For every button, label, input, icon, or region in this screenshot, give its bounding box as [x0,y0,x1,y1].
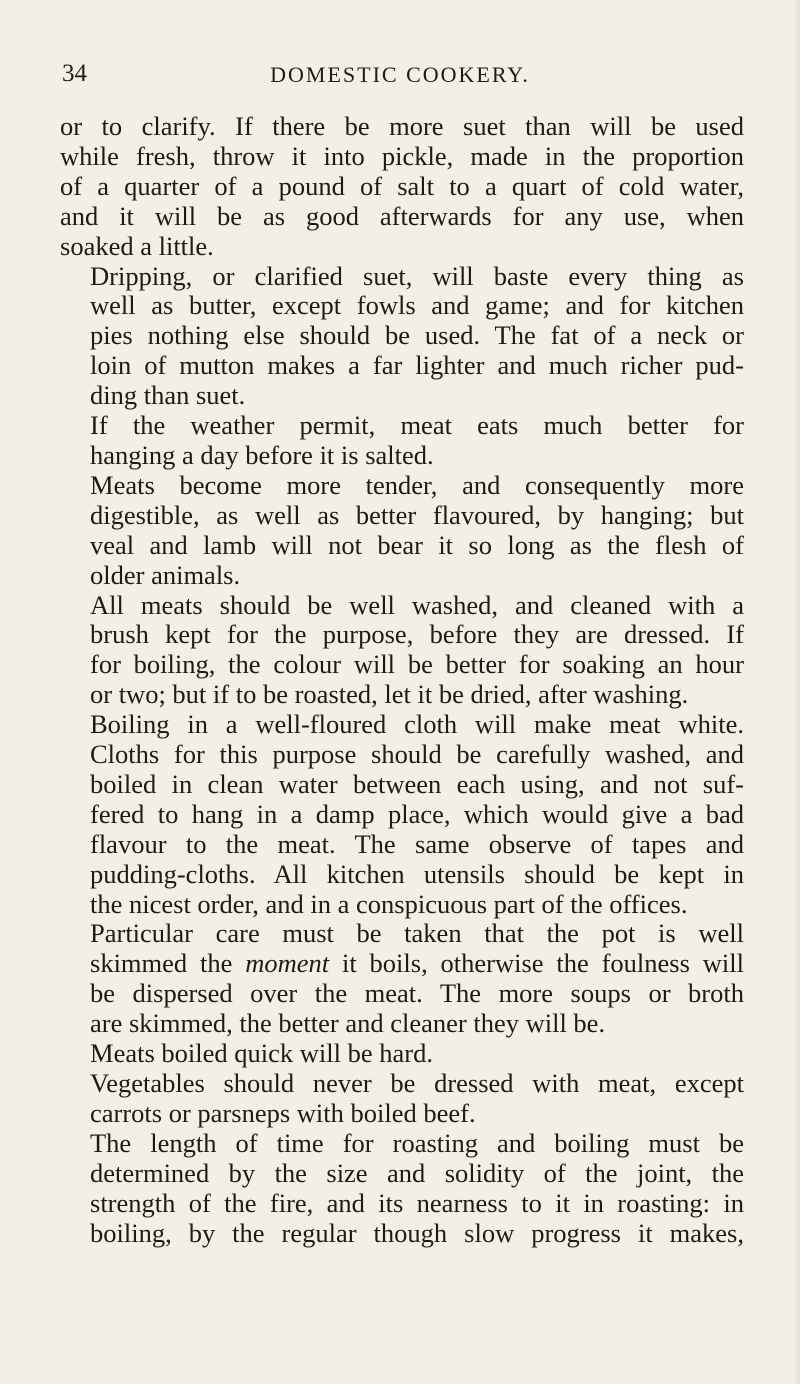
paragraph-3 [60,411,744,471]
text-line: older animals. [90,559,241,590]
text-line: brush kept for the purpose, before they are dressed. If [90,619,744,650]
text-line: Boiling in a well-floured cloth will make meat white. [90,709,744,740]
text-line: Cloths for this purpose should be carefully washed, and [90,739,744,770]
paragraph-10 [60,1129,744,1249]
text-line-with-emphasis [60,949,744,979]
text-line: ding than suet. [90,380,246,411]
paragraph-9 [60,1069,744,1129]
text-line: carrots or parsneps with boiled beef. [90,1097,476,1128]
text-line: Particular care must be taken that the pot is well [90,918,744,949]
paragraph-7 [60,919,744,1039]
text-line: hanging a day before it is salted. [90,439,434,470]
text-line: the nicest order, and in a conspicuous part of the offices. [90,888,688,919]
text-line: while fresh, throw it into pickle, made in the proportion [60,140,744,171]
text-line: or two; but if to be roasted, let it be dried, after washing. [90,679,689,710]
emphasized-word: moment [245,948,330,979]
paragraph-6 [60,710,744,919]
page-number: 34 [62,60,87,87]
text-line: fered to hang in a damp place, which would give a bad [90,798,744,829]
text-line: digestible, as well as better flavoured, by hanging; but [90,499,744,530]
text-line: Meats boiled quick will be hard. [90,1038,433,1069]
text-line: for boiling, the colour will be better for soaking an hour [90,649,744,680]
text-line: If the weather permit, meat eats much better for [90,410,744,441]
page-edge-shadow [794,0,800,1384]
running-head: DOMESTIC COOKERY. [270,62,530,87]
paragraph-4 [60,471,744,591]
text-line: boiling, by the regular though slow progress it makes, [90,1217,744,1248]
text-line: strength of the fire, and its nearness to it in roasting: in [90,1187,744,1218]
text-fragment: it boils, otherwise the foulness will [329,948,744,979]
text-line: determined by the size and solidity of the joint, the [90,1157,744,1188]
text-line: or to clarify. If there be more suet than will be used [60,111,744,141]
text-line: of a quarter of a pound of salt to a quart of cold water, [60,170,744,201]
text-line: loin of mutton makes a far lighter and much richer pud- [90,350,744,381]
text-line: pies nothing else should be used. The fat of a neck or [90,320,744,351]
text-line: boiled in clean water between each using, and not suf- [90,768,744,799]
text-line: well as butter, except fowls and game; and for kitchen [90,290,744,321]
paragraph-5 [60,591,744,711]
text-line: soaked a little. [60,230,214,261]
text-line: are skimmed, the better and cleaner they will be. [90,1008,606,1039]
body-text [60,112,744,1248]
text-line: The length of time for roasting and boiling must be [90,1127,744,1158]
text-line: veal and lamb will not bear it so long as the flesh of [90,529,744,560]
text-line: All meats should be well washed, and cleaned with a [90,589,744,620]
text-line: flavour to the meat. The same observe of tapes and [90,828,744,859]
text-line: pudding-cloths. All kitchen utensils should be kept in [90,858,744,889]
text-fragment: skimmed the [90,948,246,979]
text-line: be dispersed over the meat. The more soups or broth [90,978,744,1009]
text-line: Dripping, or clarified suet, will baste every thing as [90,260,744,291]
paragraph-2 [60,262,744,412]
text-line: and it will be as good afterwards for any use, when [60,200,744,231]
text-line: Meats become more tender, and consequently more [90,469,744,500]
paragraph-8 [60,1039,744,1069]
paragraph-1 [60,112,744,262]
text-line: Vegetables should never be dressed with meat, except [90,1068,744,1098]
